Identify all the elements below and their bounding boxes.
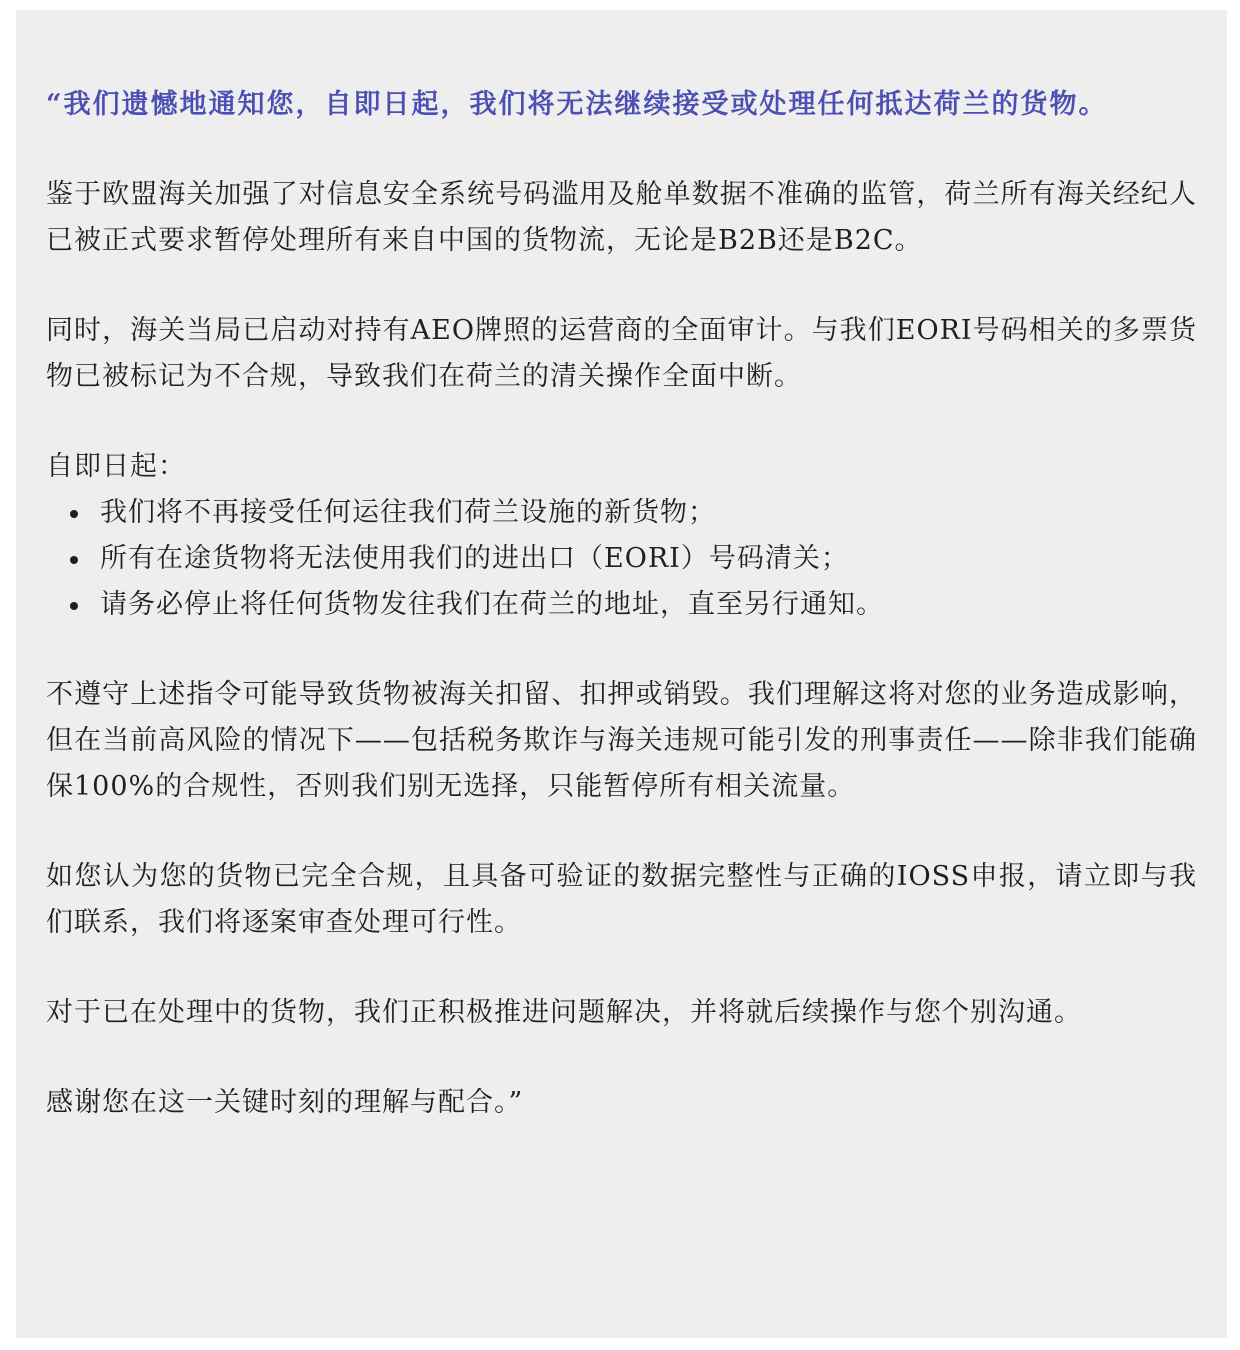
notice-card: [16, 10, 1227, 1338]
notice-paragraph-consequences: 不遵守上述指令可能导致货物被海关扣留、扣押或销毁。我们理解这将对您的业务造成影响，但在当前高风险的情况下——包括税务欺诈与海关违规可能引发的刑事责任——除非我们能确保100%的合规性，否则我们别无选择，只能暂停所有相关流量。: [46, 679, 1197, 802]
notice-closing: 感谢您在这一关键时刻的理解与配合。”: [46, 1087, 524, 1118]
list-item-text: 所有在途货物将无法使用我们的进出口（EORI）号码清关；: [100, 543, 849, 574]
notice-paragraph-in-process: 对于已在处理中的货物，我们正积极推进问题解决，并将就后续操作与您个别沟通。: [46, 997, 1082, 1028]
list-item-text: 我们将不再接受任何运往我们荷兰设施的新货物；: [100, 497, 716, 528]
bullet-icon: [70, 602, 78, 610]
notice-paragraph-eu-customs: 鉴于欧盟海关加强了对信息安全系统号码滥用及舱单数据不准确的监管，荷兰所有海关经纪人已被正式要求暂停处理所有来自中国的货物流，无论是B2B还是B2C。: [46, 179, 1197, 256]
bullet-icon: [70, 510, 78, 518]
list-item: [70, 582, 1197, 628]
notice-paragraph-aeo-audit: 同时，海关当局已启动对持有AEO牌照的运营商的全面审计。与我们EORI号码相关的多票货物已被标记为不合规，导致我们在荷兰的清关操作全面中断。: [46, 315, 1197, 392]
notice-lead: “我们遗憾地通知您，自即日起，我们将无法继续接受或处理任何抵达荷兰的货物。: [46, 89, 1108, 120]
list-item: [70, 490, 1197, 536]
effective-measures-list: [46, 490, 1197, 628]
bullet-icon: [70, 556, 78, 564]
list-item: [70, 536, 1197, 582]
effective-heading: 自即日起：: [46, 451, 186, 482]
notice-paragraph-compliance-contact: 如您认为您的货物已完全合规，且具备可验证的数据完整性与正确的IOSS申报，请立即与我们联系，我们将逐案审查处理可行性。: [46, 861, 1197, 938]
list-item-text: 请务必停止将任何货物发往我们在荷兰的地址，直至另行通知。: [100, 589, 884, 620]
